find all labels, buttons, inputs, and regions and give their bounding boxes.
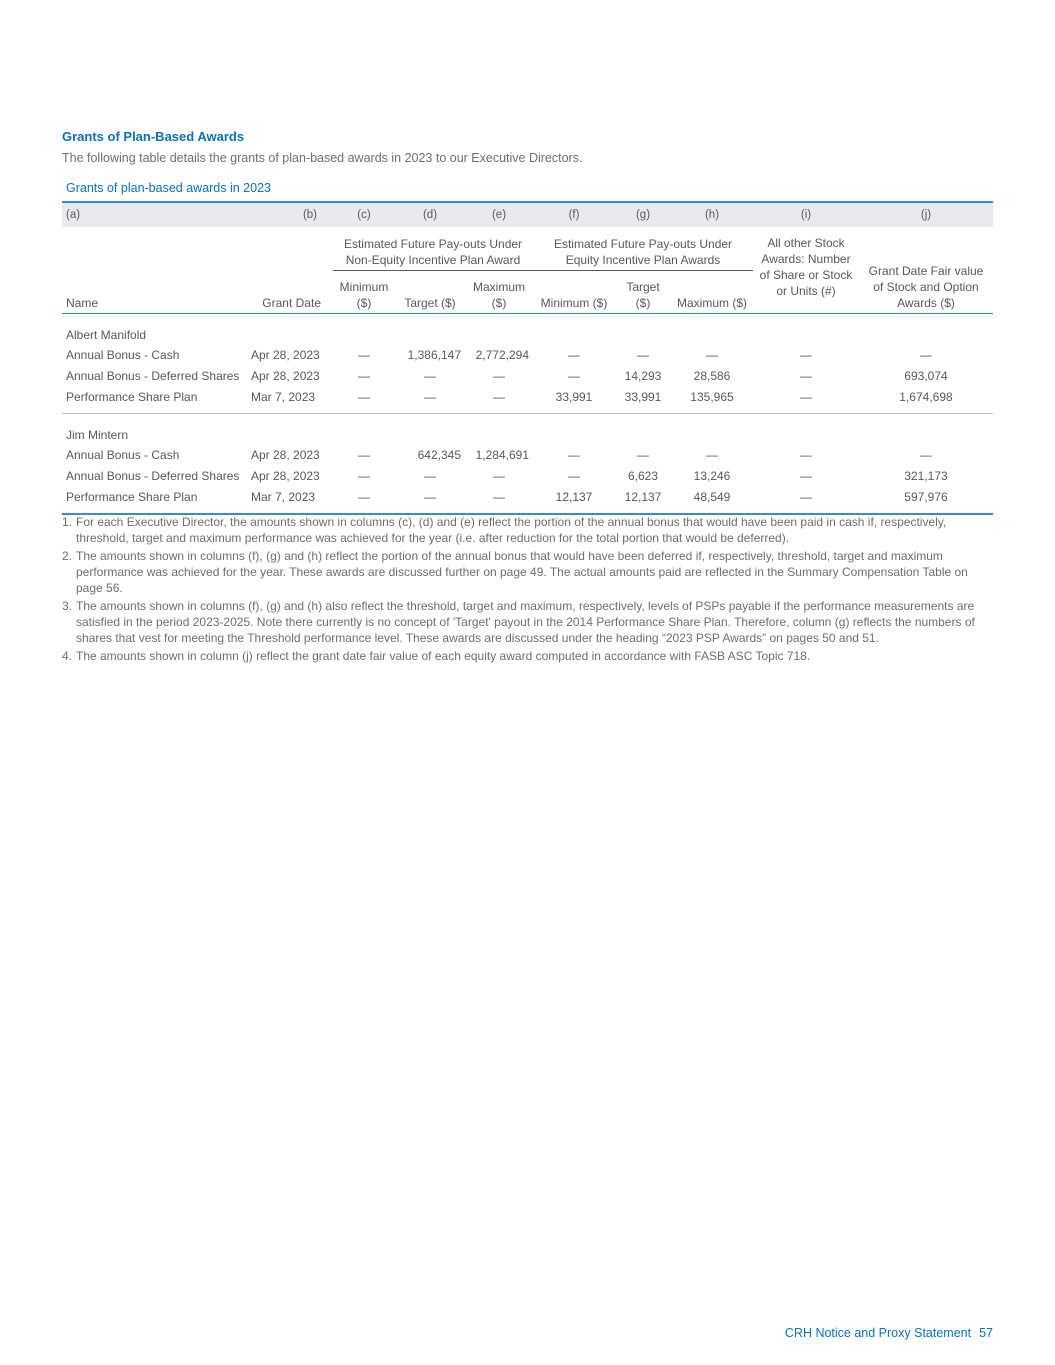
non-equity-group-header: Estimated Future Pay-outs Under Non-Equity Incentive Plan Award bbox=[333, 234, 533, 271]
cell-g: 12,137 bbox=[624, 489, 662, 504]
cell-g: — bbox=[637, 447, 649, 462]
cell-g: 33,991 bbox=[624, 389, 662, 404]
table-row bbox=[62, 386, 993, 407]
target-header: Target ($) bbox=[395, 271, 465, 314]
director-group bbox=[62, 314, 993, 414]
director-name-row bbox=[62, 314, 993, 345]
footnote bbox=[62, 548, 994, 596]
cell-d: 1,386,147 bbox=[407, 347, 461, 362]
director-name: Jim Mintern bbox=[66, 428, 129, 442]
minimum-header: Minimum ($) bbox=[533, 271, 615, 314]
target-header: Target ($) bbox=[615, 271, 671, 314]
table-row bbox=[62, 344, 993, 365]
grant-date: Apr 28, 2023 bbox=[251, 368, 320, 383]
column-letter: (j) bbox=[859, 202, 993, 227]
cell-j: 693,074 bbox=[904, 368, 948, 383]
cell-d: — bbox=[424, 368, 436, 383]
maximum-header: Maximum ($) bbox=[465, 271, 533, 314]
table-row bbox=[62, 444, 993, 465]
cell-d: — bbox=[424, 489, 436, 504]
footnote-number: 3. bbox=[62, 599, 73, 613]
cell-h: 28,586 bbox=[693, 368, 731, 383]
grant-date: Apr 28, 2023 bbox=[251, 347, 320, 362]
maximum-header: Maximum ($) bbox=[671, 271, 753, 314]
grant-date: Apr 28, 2023 bbox=[251, 447, 320, 462]
cell-e: — bbox=[493, 468, 505, 483]
cell-j: — bbox=[920, 347, 932, 362]
cell-h: 13,246 bbox=[693, 468, 731, 483]
grant-date-fair-value-header: Grant Date Fair value of Stock and Option Awards ($) bbox=[859, 234, 993, 314]
cell-i: — bbox=[800, 347, 812, 362]
cell-e: 1,284,691 bbox=[475, 447, 529, 462]
cell-i: — bbox=[800, 368, 812, 383]
cell-d: 642,345 bbox=[417, 447, 461, 462]
footnotes bbox=[62, 514, 994, 666]
cell-f: — bbox=[568, 368, 580, 383]
cell-g: — bbox=[637, 347, 649, 362]
cell-h: — bbox=[706, 347, 718, 362]
column-letter: (f) bbox=[533, 202, 615, 227]
cell-j: 597,976 bbox=[904, 489, 948, 504]
cell-c: — bbox=[358, 468, 370, 483]
cell-f: — bbox=[568, 447, 580, 462]
cell-c: — bbox=[358, 389, 370, 404]
cell-f: — bbox=[568, 468, 580, 483]
award-name: Performance Share Plan bbox=[66, 389, 198, 404]
table-header bbox=[62, 202, 993, 314]
award-name: Annual Bonus - Deferred Shares bbox=[66, 368, 240, 383]
grant-date: Mar 7, 2023 bbox=[251, 489, 316, 504]
award-name: Performance Share Plan bbox=[66, 489, 198, 504]
cell-c: — bbox=[358, 489, 370, 504]
header-spacer bbox=[62, 227, 993, 234]
cell-i: — bbox=[800, 489, 812, 504]
name-header: Name bbox=[62, 271, 247, 314]
table-row bbox=[62, 365, 993, 386]
cell-f: 12,137 bbox=[555, 489, 593, 504]
cell-h: 135,965 bbox=[690, 389, 734, 404]
column-letter: (c) bbox=[333, 202, 395, 227]
column-letter: (d) bbox=[395, 202, 465, 227]
footnote-text: For each Executive Director, the amounts shown in columns (c), (d) and (e) reflect the portion of the annual bonus that would have been paid in cash if, respectively, threshold, target and maximum performance was achieved for the year (i.e. after reduction for the total portion that would be deferred). bbox=[76, 515, 947, 545]
column-letters-row bbox=[62, 202, 993, 227]
grant-date-header: Grant Date bbox=[247, 271, 333, 314]
cell-j: 1,674,698 bbox=[899, 389, 953, 404]
column-letter: (h) bbox=[671, 202, 753, 227]
footnote bbox=[62, 598, 994, 646]
column-letter: (b) bbox=[247, 202, 333, 227]
table-title: Grants of plan-based awards in 2023 bbox=[66, 181, 271, 195]
table-row bbox=[62, 465, 993, 486]
cell-c: — bbox=[358, 347, 370, 362]
footnote-text: The amounts shown in columns (f), (g) and (h) reflect the portion of the annual bonus that would have been deferred if, respectively, threshold, target and maximum performance was achieved for the year. These awards are discussed further on page 49. The actual amounts paid are reflected in the Summary Compensation Table on page 56. bbox=[76, 549, 968, 595]
grant-date: Mar 7, 2023 bbox=[251, 389, 316, 404]
intro-text: The following table details the grants of plan-based awards in 2023 to our Executive Directors. bbox=[62, 151, 583, 165]
group-header-row bbox=[62, 234, 993, 271]
footnote-number: 1. bbox=[62, 515, 73, 529]
award-name: Annual Bonus - Cash bbox=[66, 447, 180, 462]
equity-group-header: Estimated Future Pay-outs Under Equity Incentive Plan Awards bbox=[533, 234, 753, 271]
cell-c: — bbox=[358, 447, 370, 462]
table-row bbox=[62, 486, 993, 507]
footnote-number: 2. bbox=[62, 549, 73, 563]
column-letter: (a) bbox=[62, 202, 247, 227]
cell-d: — bbox=[424, 468, 436, 483]
cell-i: — bbox=[800, 389, 812, 404]
cell-f: — bbox=[568, 347, 580, 362]
table-bottom-rule bbox=[62, 507, 993, 514]
cell-e: — bbox=[493, 489, 505, 504]
grants-table bbox=[62, 201, 993, 515]
cell-h: 48,549 bbox=[693, 489, 731, 504]
director-group bbox=[62, 414, 993, 515]
footnote bbox=[62, 648, 994, 664]
column-letter: (i) bbox=[753, 202, 859, 227]
grant-date: Apr 28, 2023 bbox=[251, 468, 320, 483]
director-name: Albert Manifold bbox=[66, 328, 147, 342]
award-name: Annual Bonus - Cash bbox=[66, 347, 180, 362]
cell-f: 33,991 bbox=[555, 389, 593, 404]
document-name: CRH Notice and Proxy Statement bbox=[784, 1326, 972, 1340]
page-number: 57 bbox=[979, 1326, 993, 1340]
section-title: Grants of Plan-Based Awards bbox=[62, 129, 245, 144]
footnote-text: The amounts shown in column (j) reflect the grant date fair value of each equity award computed in accordance with FASB ASC Topic 718. bbox=[76, 649, 811, 663]
cell-c: — bbox=[358, 368, 370, 383]
page-footer bbox=[785, 1326, 993, 1340]
cell-j: — bbox=[920, 447, 932, 462]
cell-i: — bbox=[800, 468, 812, 483]
cell-h: — bbox=[706, 447, 718, 462]
cell-e: 2,772,294 bbox=[475, 347, 529, 362]
footnote-text: The amounts shown in columns (f), (g) and (h) also reflect the threshold, target and maximum, respectively, levels of PSPs payable if the performance measurements are satisfied in the period 2023-2025. Note there currently is no concept of 'Target' payout in the 2014 Performance Share Plan. Therefore, column (g) reflects the numbers of shares that vest for meeting the Threshold performance level. These awards are discussed under the heading “2023 PSP Awards” on pages 50 and 51. bbox=[76, 599, 975, 645]
cell-e: — bbox=[493, 389, 505, 404]
column-letter: (g) bbox=[615, 202, 671, 227]
cell-g: 6,623 bbox=[627, 468, 659, 483]
cell-e: — bbox=[493, 368, 505, 383]
cell-j: 321,173 bbox=[904, 468, 948, 483]
cell-i: — bbox=[800, 447, 812, 462]
director-name-row bbox=[62, 414, 993, 445]
other-stock-header: All other Stock Awards: Number of Share or Stock or Units (#) bbox=[753, 234, 859, 314]
footnote bbox=[62, 514, 994, 546]
column-letter: (e) bbox=[465, 202, 533, 227]
cell-g: 14,293 bbox=[624, 368, 662, 383]
cell-d: — bbox=[424, 389, 436, 404]
award-name: Annual Bonus - Deferred Shares bbox=[66, 468, 240, 483]
footnote-number: 4. bbox=[62, 649, 73, 663]
minimum-header: Minimum ($) bbox=[333, 271, 395, 314]
